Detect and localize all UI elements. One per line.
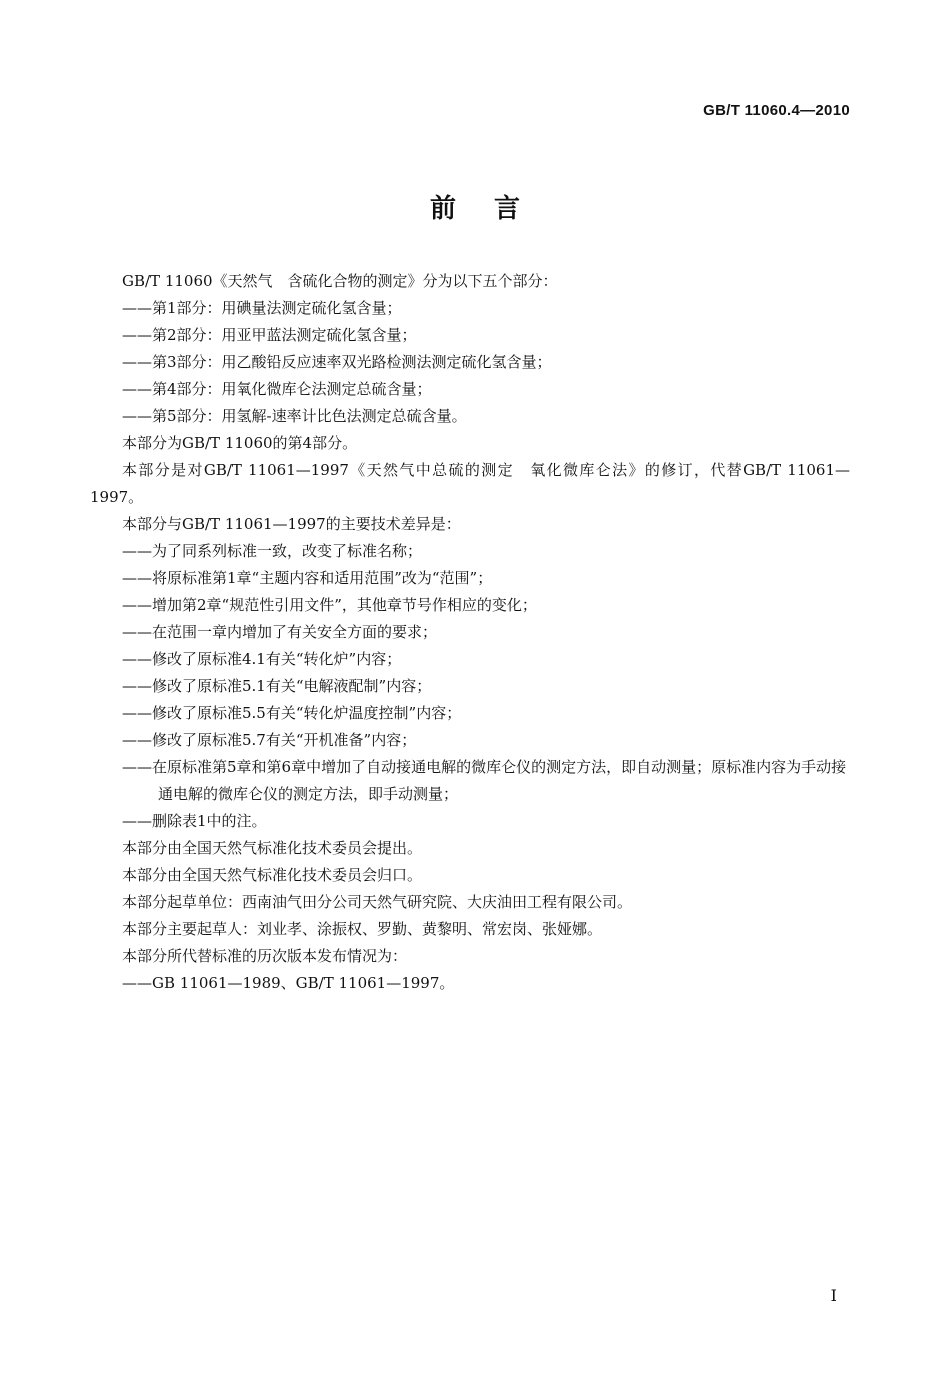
list-item: ——删除表1中的注。 bbox=[122, 812, 267, 830]
list-item: ——将原标准第1章“主题内容和适用范围”改为“范围”； bbox=[122, 569, 493, 587]
list-item: ——GB 11061—1989、GB/T 11061—1997。 bbox=[122, 974, 455, 992]
paragraph-responsible: 本部分由全国天然气标准化技术委员会归口。 bbox=[122, 866, 423, 884]
page-number: I bbox=[830, 1286, 837, 1305]
list-item: ——第3部分：用乙酸铅反应速率双光路检测法测定硫化氢含量； bbox=[122, 353, 552, 371]
paragraph-drafting-units: 本部分起草单位：西南油气田分公司天然气研究院、大庆油田工程有限公司。 bbox=[122, 893, 633, 911]
paragraph-proposed: 本部分由全国天然气标准化技术委员会提出。 bbox=[122, 839, 423, 857]
paragraph-part: 本部分为GB/T 11060的第4部分。 bbox=[122, 434, 358, 452]
list-item: ——第1部分：用碘量法测定硫化氢含量； bbox=[122, 299, 402, 317]
paragraph-differences: 本部分与GB/T 11061—1997的主要技术差异是： bbox=[122, 515, 461, 533]
page-title: 前言 bbox=[429, 194, 558, 224]
paragraph-history: 本部分所代替标准的历次版本发布情况为： bbox=[122, 947, 408, 965]
list-item: ——修改了原标准4.1有关“转化炉”内容； bbox=[122, 650, 402, 668]
standard-number: GB/T 11060.4—2010 bbox=[703, 102, 850, 119]
list-item: ——为了同系列标准一致，改变了标准名称； bbox=[122, 542, 423, 560]
list-item: ——增加第2章“规范性引用文件”，其他章节号作相应的变化； bbox=[122, 596, 537, 614]
list-item: ——在原标准第5章和第6章中增加了自动接通电解的微库仑仪的测定方法，即自动测量；原标准内容为手动接通电解的微库仑仪的测定方法，即手动测量； bbox=[122, 758, 847, 803]
paragraph-intro: GB/T 11060《天然气 含硫化合物的测定》分为以下五个部分： bbox=[122, 272, 558, 290]
list-item: ——修改了原标准5.1有关“电解液配制”内容； bbox=[122, 677, 432, 695]
paragraph-drafters: 本部分主要起草人：刘业孝、涂振权、罗勤、黄黎明、常宏岗、张娅娜。 bbox=[122, 920, 603, 938]
list-item: ——第5部分：用氢解-速率计比色法测定总硫含量。 bbox=[122, 407, 467, 425]
list-item: ——修改了原标准5.5有关“转化炉温度控制”内容； bbox=[122, 704, 462, 722]
paragraph-revision: 本部分是对GB/T 11061—1997《天然气中总硫的测定 氧化微库仑法》的修订，代替GB/T 11061—1997。 bbox=[90, 461, 850, 506]
list-item: ——第4部分：用氧化微库仑法测定总硫含量； bbox=[122, 380, 432, 398]
foreword-body bbox=[90, 268, 850, 997]
list-item: ——在范围一章内增加了有关安全方面的要求； bbox=[122, 623, 438, 641]
list-item: ——修改了原标准5.7有关“开机准备”内容； bbox=[122, 731, 417, 749]
list-item: ——第2部分：用亚甲蓝法测定硫化氢含量； bbox=[122, 326, 417, 344]
